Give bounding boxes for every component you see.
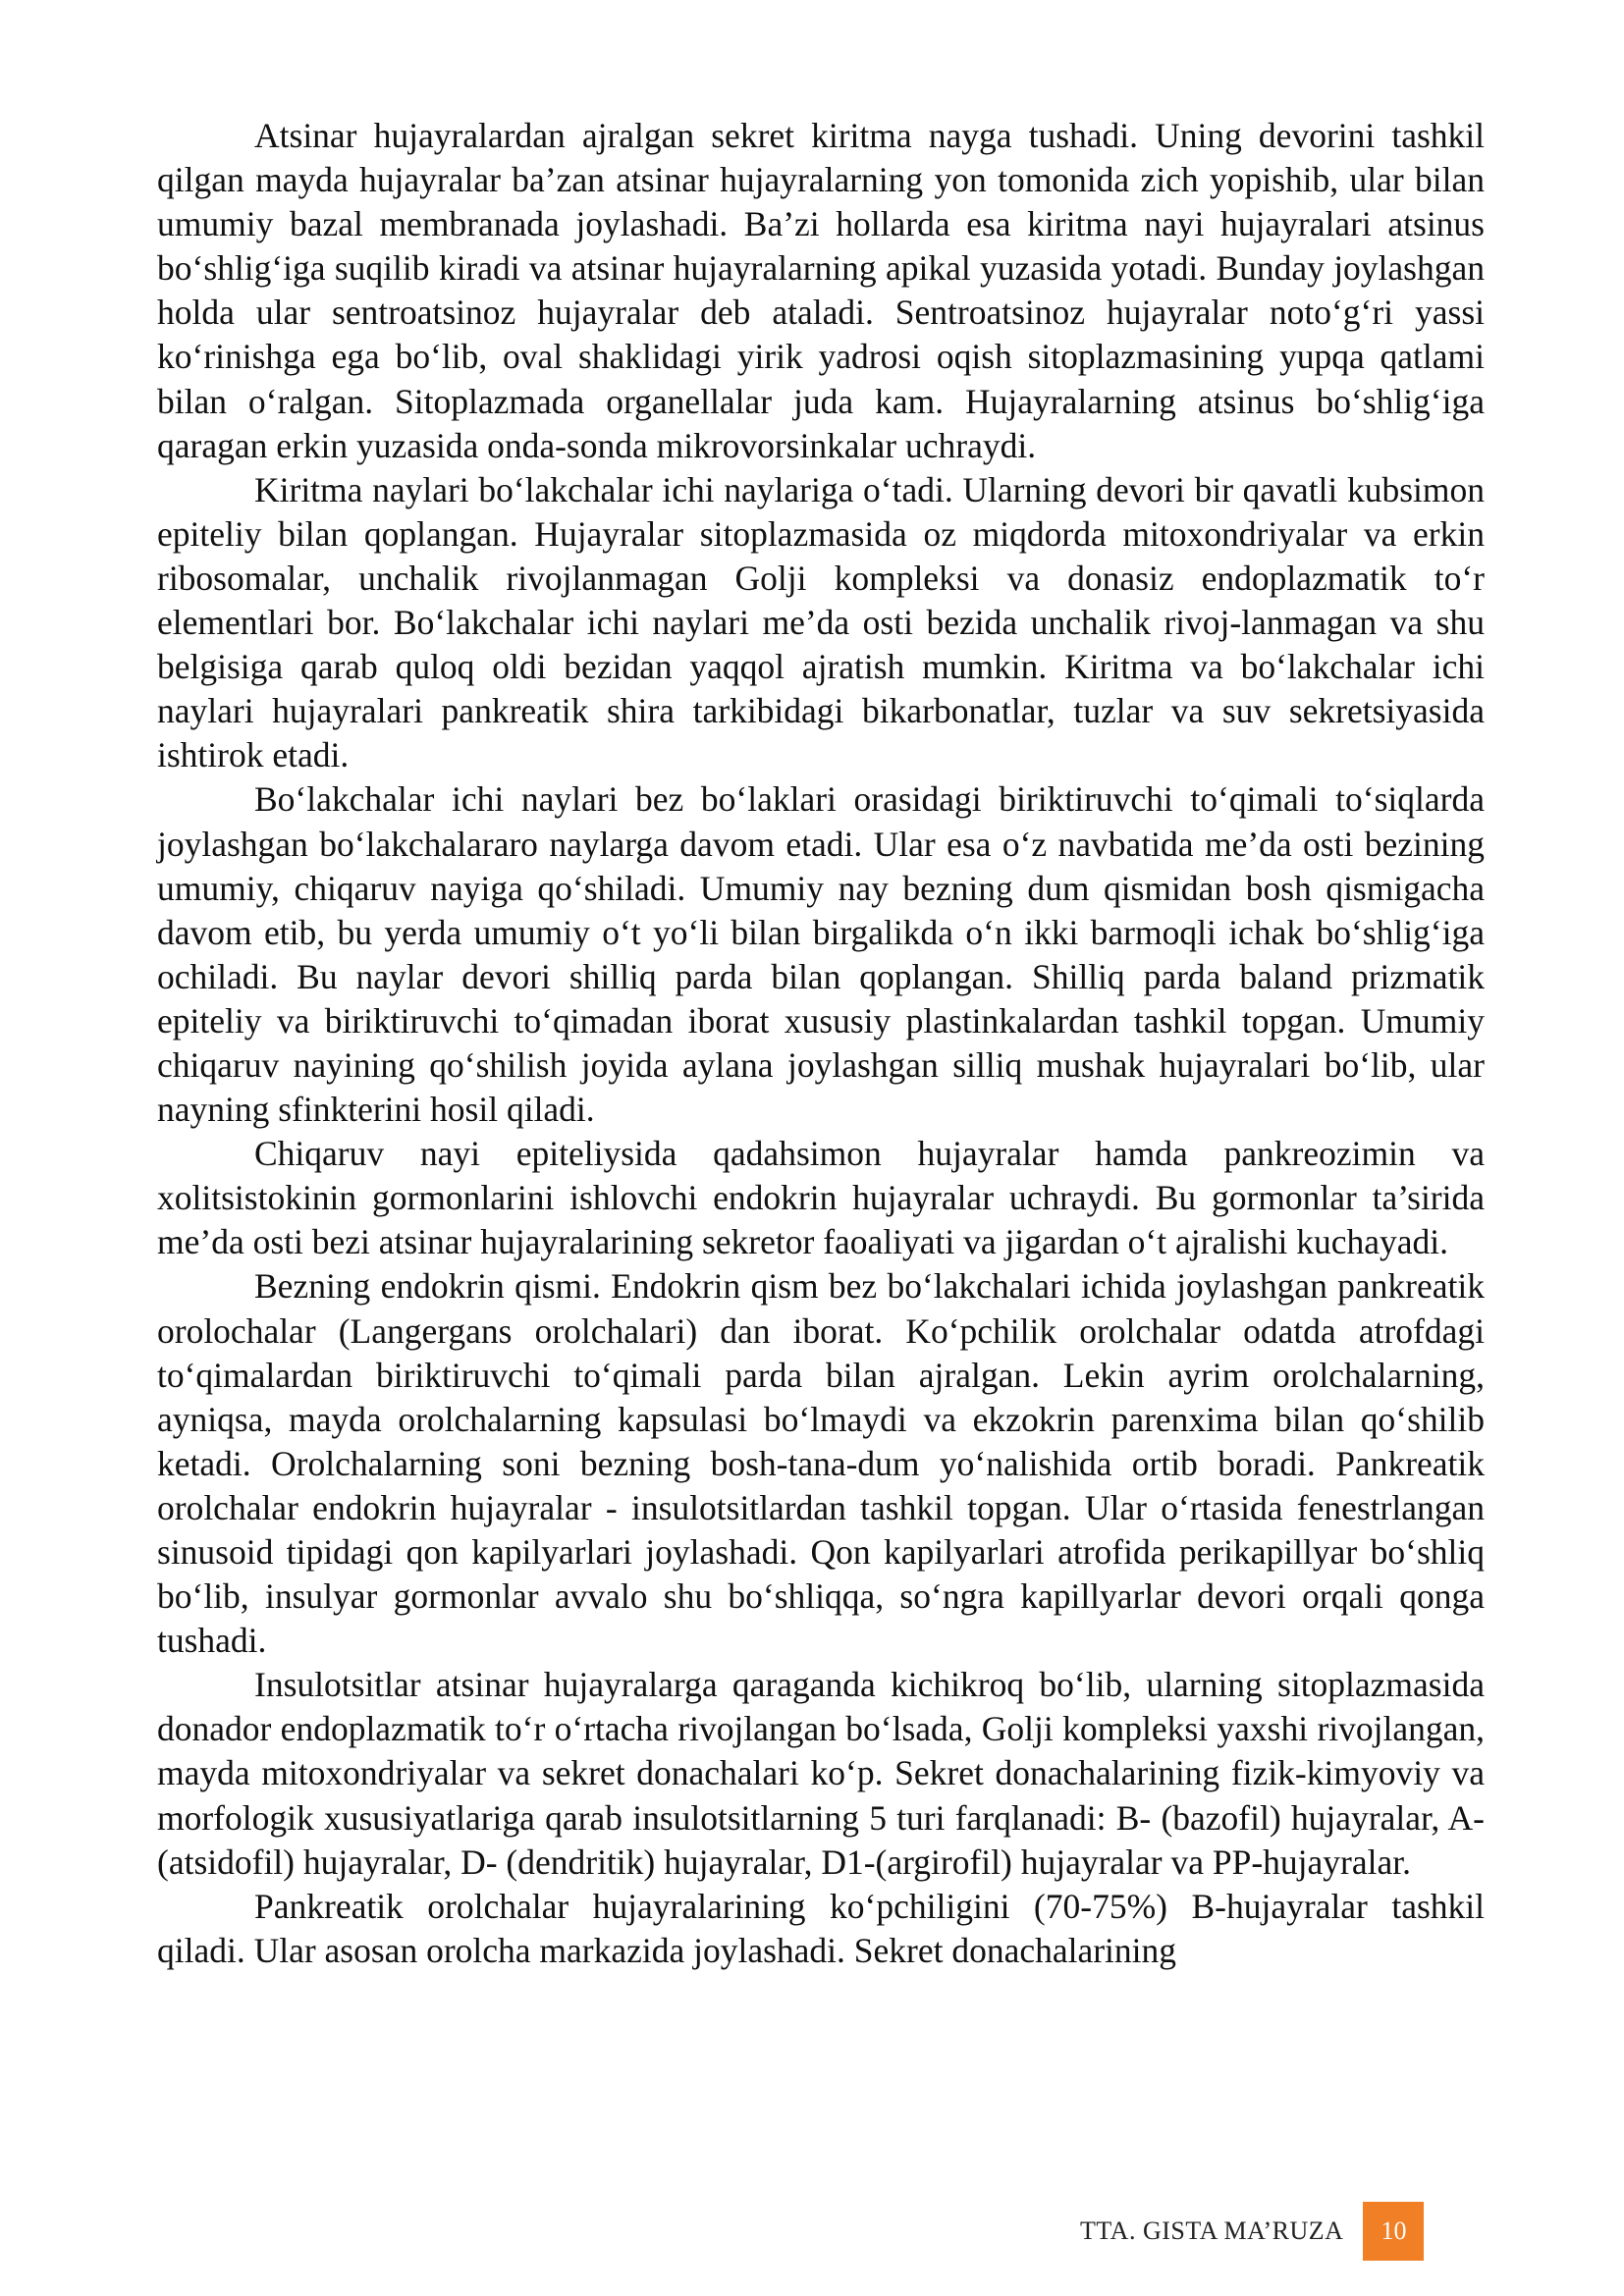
paragraph-7: Pankreatik orolchalar hujayralarining ko‘pchiligini (70-75%) B-hujayralar tashkil qiladi. Ular asosan orolcha markazida joylashadi. Sekret donachalarining xyxy=(157,1886,1485,1970)
paragraph-6: Insulotsitlar atsinar hujayralarga qaraganda kichikroq bo‘lib, ularning sitoplazmasida donador endoplazmatik to‘r o‘rtacha rivojlangan bo‘lsada, Golji kompleksi yaxshi rivojlangan, mayda mitoxondriyalar va sekret donachalari ko‘p. Sekret donachalarining fizik-kimyoviy va morfologik xususiyatlariga qarab insulotsitlarning 5 turi farqlanadi: B- (bazofil) hujayralar, A- (atsidofil) hujayralar, D- (dendritik) hujayralar, D1-(argirofil) hujayralar va PP-hujayralar. xyxy=(157,1665,1485,1882)
paragraph-5: Bezning endokrin qismi. Endokrin qism bez bo‘lakchalari ichida joylashgan pankreatik orolochalar (Langergans orolchalari) dan iborat. Ko‘pchilik orolchalar odatda atrofdagi to‘qimalardan biriktiruvchi to‘qimali parda bilan ajralgan. Lekin ayrim orolchalarning, ayniqsa, mayda orolchalarning kapsulasi bo‘lmaydi va ekzokrin parenxima bilan qo‘shilib ketadi. Orolchalarning soni bezning bosh-tana-dum yo‘nalishida ortib boradi. Pankreatik orolchalar endokrin hujayralar - insulotsitlardan tashkil topgan. Ular o‘rtasida fenestrlangan sinusoid tipidagi qon kapilyarlari joylashadi. Qon kapilyarlari atrofida perikapillyar bo‘shliq bo‘lib, insulyar gormonlar avvalo shu bo‘shliqqa, so‘ngra kapillyarlar devori orqali qonga tushadi. xyxy=(157,1266,1485,1661)
paragraph-2: Kiritma naylari bo‘lakchalar ichi naylariga o‘tadi. Ularning devori bir qavatli kubsimon epiteliy bilan qoplangan. Hujayralar sitoplazmasida oz miqdorda mitoxondriyalar va erkin ribosomalar, unchalik rivojlanmagan Golji kompleksi va donasiz endoplazmatik to‘r elementlari bor. Bo‘lakchalar ichi naylari me’da osti bezida unchalik rivoj-lanmagan va shu belgisiga qarab quloq oldi bezidan yaqqol ajratish mumkin. Kiritma va bo‘lakchalar ichi naylari hujayralari pankreatik shira tarkibidagi bikarbonatlar, tuzlar va suv sekretsiyasida ishtirok etadi. xyxy=(157,469,1485,775)
paragraph-1: Atsinar hujayralardan ajralgan sekret kiritma nayga tushadi. Uning devorini tashkil qilgan mayda hujayralar ba’zan atsinar hujayralarning yon tomonida zich yopishib, ular bilan umumiy bazal membranada joylashadi. Ba’zi hollarda esa kiritma nayi hujayralari atsinus bo‘shlig‘iga suqilib kiradi va atsinar hujayralarning apikal yuzasida yotadi. Bunday joylashgan holda ular sentroatsinoz hujayralar deb ataladi. Sentroatsinoz hujayralar noto‘g‘ri yassi ko‘rinishga ega bo‘lib, oval shaklidagi yirik yadrosi oqish sitoplazmasining yupqa qatlami bilan o‘ralgan. Sitoplazmada organellalar juda kam. Hujayralarning atsinus bo‘shlig‘iga qaragan erkin yuzasida onda-sonda mikrovorsinkalar uchraydi. xyxy=(157,116,1485,465)
paragraph-4: Chiqaruv nayi epiteliysida qadahsimon hujayralar hamda pankreozimin va xolitsistokinin gormonlarini ishlovchi endokrin hujayralar uchraydi. Bu gormonlar ta’sirida me’da osti bezi atsinar hujayralarining sekretor faoaliyati va jigardan o‘t ajralishi kuchayadi. xyxy=(157,1134,1485,1262)
page-footer xyxy=(1080,2202,1424,2261)
page-body xyxy=(157,114,1485,1973)
footer-label: TTA. GISTA MA’RUZA xyxy=(1080,2216,1344,2245)
paragraph-3: Bo‘lakchalar ichi naylari bez bo‘laklari orasidagi biriktiruvchi to‘qimali to‘siqlarda joylashgan bo‘lakchalararo naylarga davom etadi. Ular esa o‘z navbatida me’da osti bezining umumiy, chiqaruv nayiga qo‘shiladi. Umumiy nay bezning dum qismidan bosh qismigacha davom etib, bu yerda umumiy o‘t yo‘li bilan birgalikda o‘n ikki barmoqli ichak bo‘shlig‘iga ochiladi. Bu naylar devori shilliq parda bilan qoplangan. Shilliq parda baland prizmatik epiteliy va biriktiruvchi to‘qimadan iborat xususiy plastinkalardan tashkil topgan. Umumiy chiqaruv nayining qo‘shilish joyida aylana joylashgan silliq mushak hujayralari bo‘lib, ular nayning sfinkterini hosil qiladi. xyxy=(157,779,1485,1130)
page-number-badge: 10 xyxy=(1363,2202,1424,2261)
